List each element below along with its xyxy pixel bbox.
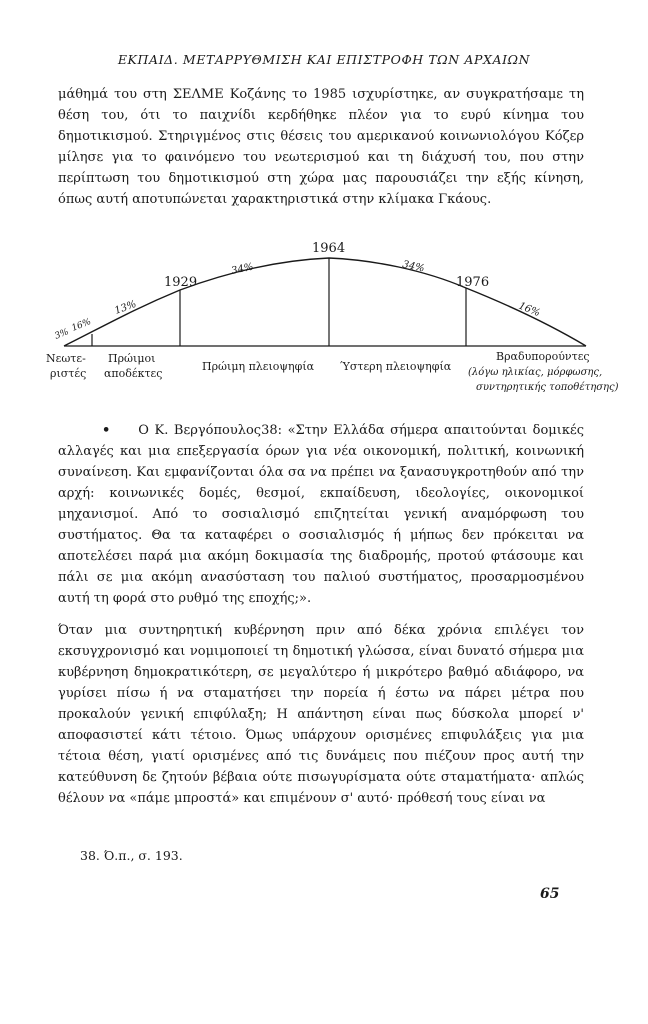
category-early-adopters-line2: αποδέκτες [104, 367, 163, 380]
gauss-diffusion-diagram [44, 234, 619, 404]
running-header: ΕΚΠΑΙΔ. ΜΕΤΑΡΡΥΘΜΙΣΗ ΚΑΙ ΕΠΙΣΤΡΟΦΗ ΤΩΝ ΑΡΧΑΙΩΝ [117, 52, 531, 67]
quote-text: Ο Κ. Βεργόπουλος38: «Στην Ελλάδα σήμερα απαιτούνται δομικές αλλαγές και μια επεξεργασία όρων για νέα οικονομική, πολιτική, κοινωνική συναίνεση. Και εμφανίζονται όλα σα να πρέπει να ξανασυγκροτηθούν από την αρχή: κοινωνικές δομές, θεσμοί, εκπαίδευση, ιδεολογίες, οικονομικοί μηχανισμοί. Από το σοσιαλισμό επιζητείται γενική αναμόρφωση του συστήματος. Θα τα καταφέρει ο σοσιαλισμός ή μήπως δεν πρόκειται να αποτελέσει παρά μια ακόμη δοκιμασία της διαδρομής, προτού φτάσουμε και πάλι σε μια ακόμη ανασύσταση του παλιού συστήματος, προσαρμοσμένου αυτή τη φορά στο ρυθμό της εποχής;». [58, 423, 584, 606]
category-late-majority: Ύστερη πλειοψηφία [340, 360, 452, 373]
year-label-1976: 1976 [456, 275, 490, 290]
category-laggards-line1: Βραδυπορούντες [496, 350, 590, 363]
category-laggards-line2: (λόγω ηλικίας, μόρφωσης, [468, 367, 603, 378]
percent-label-early-1: 13% [113, 298, 138, 317]
year-label-1929: 1929 [164, 275, 198, 290]
paragraph-intro: μάθημά του στη ΣΕΛΜΕ Κοζάνης το 1985 ισχυρίστηκε, αν συγκρατήσαμε τη θέση του, ότι το παιχνίδι κερδήθηκε πλέον για το ευρύ κίνημα του δημοτικισμού. Στηριγμένος στις θέσεις του αμερικανού κοινωνιολόγου Κόζερ μίλησε για το φαινόμενο του νεωτερισμού και τη διάχυσή του, που στην περίπτωση του δημοτικισμού στη χώρα μας παρουσιάζει την εξής κίνηση, όπως αυτή αποτυπώνεται χαρακτηριστικά στην κλίμακα Γκάους. [58, 87, 584, 207]
paragraph-conclusion: Όταν μια συντηρητική κυβέρνηση πριν από δέκα χρόνια επιλέγει τον εκσυγχρονισμό και νομιμοποιεί τη δημοτική γλώσσα, είναι δυνατό σήμερα μια κυβέρνηση δημοκρατικότερη, σε μεγαλύτερο ή μικρότερο βαθμό αδιάφορο, να γυρίσει πίσω ή να σταματήσει την πορεία ή έστω να πάρει μέτρα που προκαλούν γενική επιφύλαξη; Η απάντηση είναι πως δύσκολα μπορεί ν' αποφασιστεί κάτι τέτοιο. Όμως υπάρχουν ορισμένες επιφυλάξεις για μια τέτοια θέση, γιατί ορισμένες από τις δυνάμεις που πιέζουν προς αυτή την κατεύθυνση δε ζητούν βέβαια ούτε πισωγυρίσματα ούτε σταματήματα· απλώς θέλουν να «πάμε μπροστά» και επιμένουν σ' αυτό· πρόθεσή τους είναι να [58, 623, 584, 806]
bullet-marker: • [102, 423, 111, 438]
quote-paragraph [58, 420, 584, 609]
percent-label-early-adopters: 16% [70, 317, 93, 334]
category-early-majority: Πρώιμη πλειοψηφία [202, 360, 315, 373]
category-innovators-line1: Νεωτε- [46, 352, 86, 365]
page-number: 65 [540, 886, 560, 902]
category-laggards-line3: συντηρητικής τοποθέτησης) [476, 382, 619, 393]
footnote: 38. Ό.π., σ. 193. [80, 848, 183, 863]
category-early-adopters-line1: Πρώιμοι [108, 352, 156, 365]
gauss-curve [64, 258, 586, 346]
percent-label-innovators: 3% [53, 327, 71, 342]
percent-label-early-majority: 34% [230, 261, 255, 277]
year-label-1964: 1964 [312, 241, 346, 256]
percent-label-late-majority: 34% [401, 259, 426, 275]
percent-label-laggards: 16% [516, 300, 542, 320]
category-innovators-line2: ριστές [50, 367, 87, 380]
